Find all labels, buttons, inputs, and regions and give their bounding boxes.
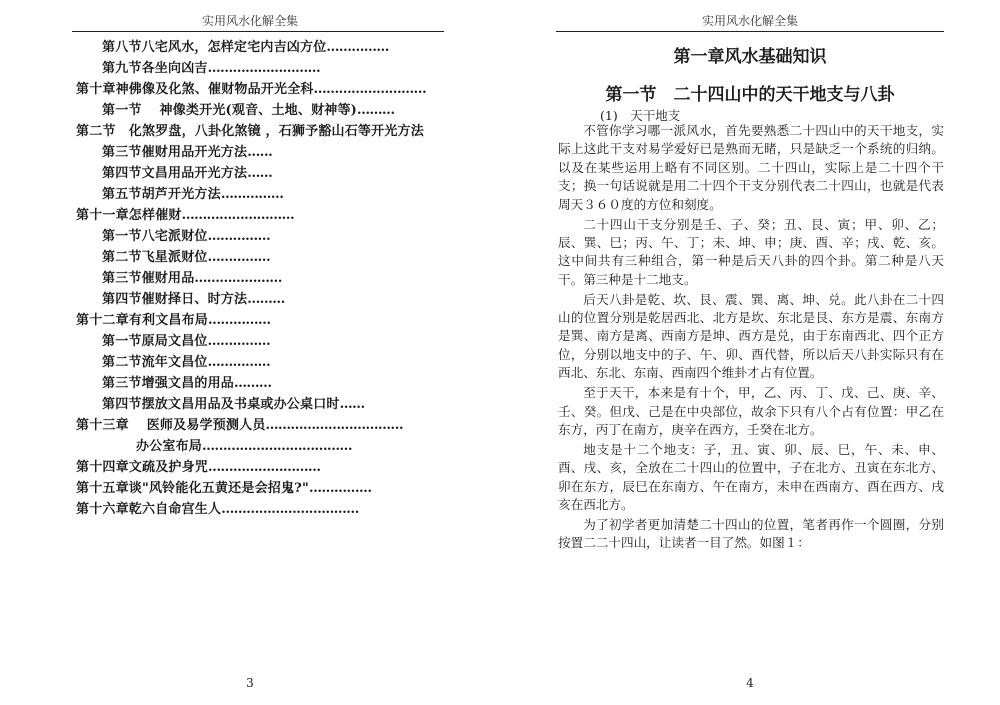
toc-entry [76, 310, 456, 331]
toc-leader-dots: …… [247, 166, 273, 181]
toc-entry-text: 第八节八宅风水，怎样定宅内吉凶方位 [102, 40, 327, 55]
toc-entry-text: 第二节飞星派财位 [102, 250, 208, 265]
toc-entry-text: 第十四章文疏及护身咒 [76, 460, 209, 475]
toc-entry [76, 373, 456, 394]
toc-entry-text: 第一节原局文昌位 [102, 334, 208, 349]
toc-leader-dots: …………… [308, 481, 372, 496]
toc-entry [76, 121, 456, 142]
toc-leader-dots: …………… [207, 355, 271, 370]
toc-entry-text: 第十章神佛像及化煞、催财物品开光全科 [76, 82, 314, 97]
toc-leader-dots: ……………………… [207, 61, 321, 76]
toc-leader-dots: ……………………… [208, 460, 321, 475]
toc-entry [76, 100, 456, 121]
toc-leader-dots: ……………………… [181, 208, 295, 223]
toc-entry-text: 第三节催财用品 [102, 271, 195, 286]
toc-entry [76, 247, 456, 268]
body-paragraph: 不管你学习哪一派风水，首先要熟悉二十四山中的天干地支，实际上这此干支对易学爱好已是熟而无睹，只是缺乏一个系统的归纳。以及在某些运用上略有不同区别。二十四山，实际上是二十四个干支；换一句话说就是用二十四个干支分别代表二十四山，也就是代表周天３６０度的方位和刻度。 [558, 123, 944, 212]
toc-leader-dots: …………………………… [221, 502, 359, 517]
page-number-right: 4 [746, 676, 754, 690]
toc-entry-text: 第十一章怎样催财 [76, 208, 182, 223]
toc-entry-text: 第十二章有利文昌布局 [76, 313, 209, 328]
toc-leader-dots: …………… [207, 229, 271, 244]
toc-entry [76, 58, 456, 79]
toc-entry-text: 第四节催财择日、时方法 [102, 292, 248, 307]
toc-entry [76, 226, 456, 247]
toc-entry-text: 第三节催财用品开光方法 [102, 145, 248, 160]
toc-leader-dots: …………… [220, 187, 284, 202]
toc-entry [76, 436, 456, 457]
toc-entry-text: 第一节 神像类开光(观音、土地、财神等) [102, 103, 358, 118]
toc-entry [76, 79, 456, 100]
body-paragraph: 二十四山干支分别是壬、子、癸；丑、艮、寅；甲、卯、乙；辰、巽、巳；丙、午、丁；未、坤、申；庚、酉、辛；戌、乾、亥。这中间共有三种组合，第一种是后天八卦的四个卦。第二种是八天干。第三种是十二地支。 [558, 216, 944, 287]
toc-entry [76, 37, 456, 58]
toc-leader-dots: …………… [207, 334, 271, 349]
toc-entry-text: 第二节 化煞罗盘，八卦化煞镜 ，石狮予豁山石等开光方法 [76, 124, 424, 139]
toc-entry-text: 第四节摆放文昌用品及书桌或办公桌口时 [102, 397, 340, 412]
toc-entry [76, 142, 456, 163]
body-paragraph: 为了初学者更加清楚二十四山的位置，笔者再作一个圆圈，分别按置二二十四山，让读者一目了然。如图１： [558, 517, 944, 551]
toc-entry-text: 第四节文昌用品开光方法 [102, 166, 248, 181]
header-rule-left [72, 31, 444, 32]
right-page [500, 0, 1000, 705]
toc-leader-dots: …………… [207, 250, 271, 265]
section-title: 第一节 二十四山中的天干地支与八卦 [605, 85, 895, 105]
running-head-left: 实用风水化解全集 [201, 14, 298, 28]
toc-leader-dots: ……………………… [313, 82, 427, 97]
page-number-left: 3 [246, 676, 254, 690]
table-of-contents [76, 37, 456, 520]
toc-leader-dots: …………………………… [265, 418, 404, 433]
body-paragraph: 后天八卦是乾、坎、艮、震、巽、离、坤、兑。此八卦在二十四山的位置分别是乾居西北、北方是坎、东北是艮、东方是震、东南方是巽、南方是离、西南方是坤、西方是兑，由于东南西北、四个正方位，分别以地支中的子、午、卯、酉代替，所以后天八卦实际只有在西北、东北、东南、西南四个维卦才占有位置。 [558, 291, 944, 381]
toc-entry-text: 第五节胡芦开光方法 [102, 187, 221, 202]
toc-leader-dots: …………… [326, 40, 389, 55]
toc-entry [76, 289, 456, 310]
toc-entry-text: 第十五章谈"风铃能化五黄还是会招鬼?" [76, 481, 309, 496]
body-text [558, 122, 944, 553]
toc-entry-text: 第三节增强文昌的用品 [102, 376, 235, 391]
toc-entry [76, 268, 456, 289]
toc-leader-dots: …… [339, 397, 365, 412]
toc-entry-text: 办公室布局 [136, 439, 203, 454]
chapter-title: 第一章风水基础知识 [673, 47, 827, 67]
toc-leader-dots: …… [247, 145, 273, 160]
toc-leader-dots: ……………………………… [202, 439, 353, 454]
running-head-right: 实用风水化解全集 [701, 14, 798, 28]
toc-entry [76, 163, 456, 184]
toc-entry-text: 第十三章 医师及易学预测人员 [76, 418, 266, 433]
toc-leader-dots: ……… [234, 376, 272, 391]
toc-entry [76, 394, 456, 415]
body-paragraph: 地支是十二个地支：子，丑、寅、卯、辰、巳，午、未、申、酉、戌、亥，全放在二十四山的位置中，子在北方、丑寅在东北方、卯在东方，辰巳在东南方、午在南方，未申在西南方、酉在西方、戌亥在西北方。 [558, 441, 944, 513]
toc-entry [76, 499, 456, 520]
toc-leader-dots: ………………… [194, 271, 282, 286]
toc-entry-text: 第二节流年文昌位 [102, 355, 208, 370]
toc-entry [76, 478, 456, 499]
toc-entry [76, 205, 456, 226]
toc-entry [76, 331, 456, 352]
toc-entry-text: 第一节八宅派财位 [102, 229, 208, 244]
toc-entry [76, 184, 456, 205]
toc-entry [76, 457, 456, 478]
toc-entry [76, 352, 456, 373]
toc-leader-dots: ……… [247, 292, 285, 307]
toc-entry [76, 415, 456, 436]
header-rule-right [556, 31, 944, 32]
body-paragraph: 至于天干，本来是有十个，甲，乙、丙、丁、戊、己、庚、辛、壬、癸。但戊、己是在中央部位，故余下只有八个占有位置：甲乙在东方，丙丁在南方，庚辛在西方，壬癸在北方。 [558, 385, 944, 437]
toc-entry-text: 第十六章乾六自命宫生人 [76, 502, 222, 517]
toc-leader-dots: ……… [357, 103, 395, 118]
toc-entry-text: 第九节各坐向凶吉 [102, 61, 208, 76]
toc-leader-dots: …………… [208, 313, 271, 328]
subsection-heading: (1) 天干地支 [600, 108, 681, 123]
